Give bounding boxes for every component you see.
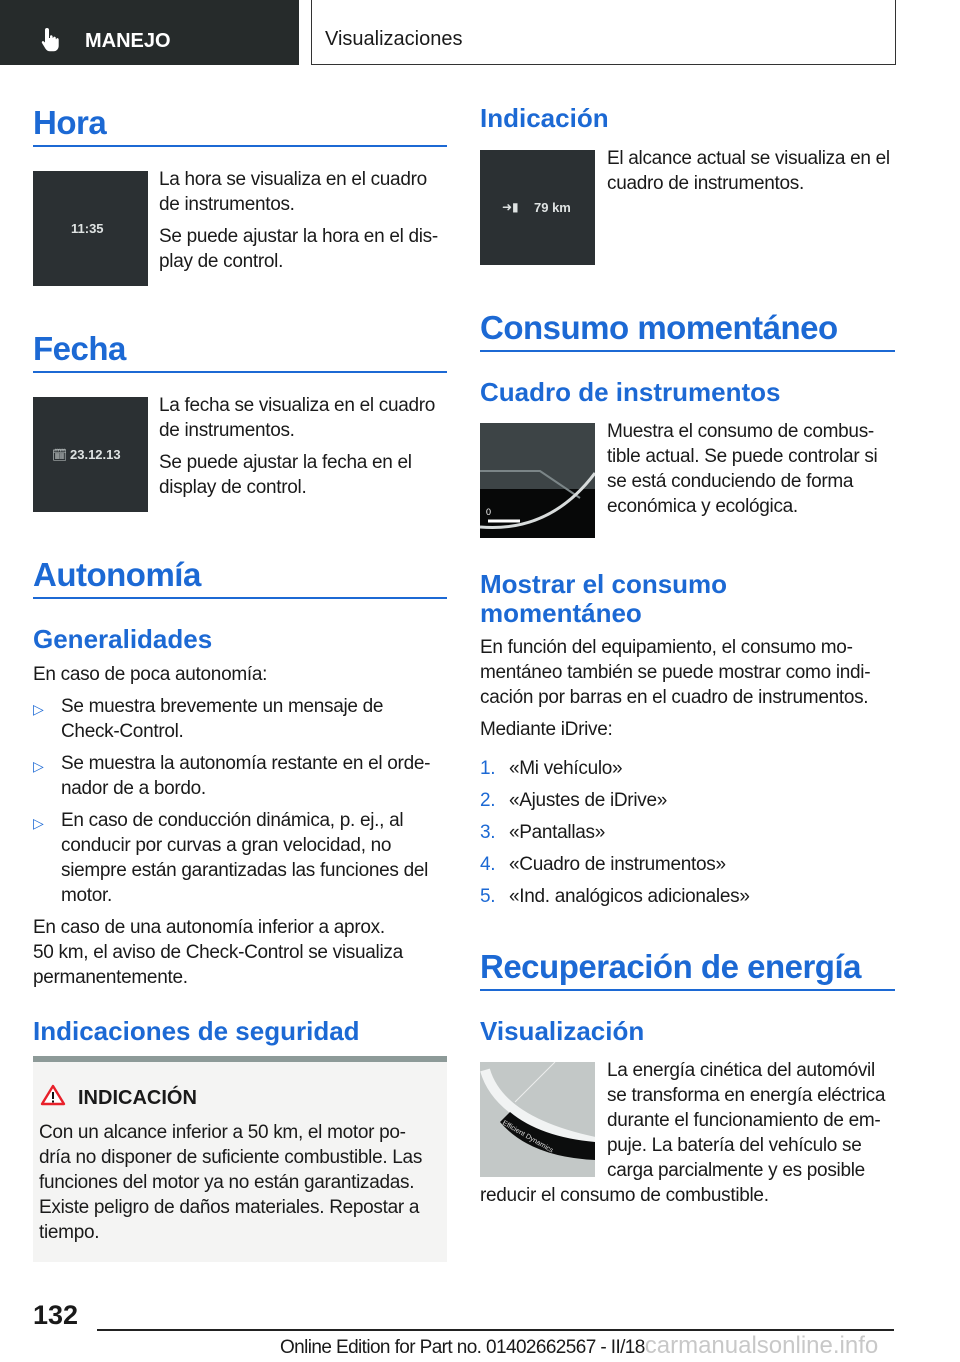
watermark: carmanualsonline.info <box>644 1332 879 1359</box>
text-line: Check-Control. <box>61 721 184 742</box>
cuadro-text <box>607 419 877 519</box>
clock-display-image <box>33 171 148 286</box>
heading-cuadro: Cuadro de instrumentos <box>480 377 781 407</box>
step-item <box>480 820 750 852</box>
footer-divider <box>97 1329 894 1331</box>
heading-recuperacion: Recuperación de energía <box>480 948 861 985</box>
recuperacion-last-line: reducir el consumo de combustible. <box>480 1185 769 1206</box>
step-number: 1. <box>480 758 496 779</box>
text-line: de instrumentos. <box>159 420 295 441</box>
fuel-pump-icon: ➜▮ <box>502 200 519 214</box>
step-text: «Pantallas» <box>509 822 605 843</box>
recuperacion-text <box>607 1058 885 1183</box>
triangle-bullet-icon: ▷ <box>33 701 44 717</box>
chapter-tab <box>0 0 299 65</box>
text-line: permanentemente. <box>33 967 188 988</box>
text-line: La hora se visualiza en el cuadro <box>159 169 427 190</box>
heading-fecha: Fecha <box>33 330 126 367</box>
step-number: 5. <box>480 886 496 907</box>
heading-mostrar-consumo <box>480 570 727 628</box>
text-line: mentáneo también se puede mostrar como indi- <box>480 662 871 683</box>
page-number: 132 <box>33 1300 79 1330</box>
text-line: carga parcialmente y es posible <box>607 1160 865 1181</box>
text-line: Se puede ajustar la fecha en el <box>159 452 412 473</box>
calendar-icon: 🗓︎ <box>52 448 68 462</box>
text-line: 50 km, el aviso de Check-Control se visualiza <box>33 942 403 963</box>
text-line: cuadro de instrumentos. <box>607 173 804 194</box>
heading-seguridad: Indicaciones de seguridad <box>33 1016 360 1046</box>
triangle-bullet-icon: ▷ <box>33 758 44 774</box>
text-line: Mediante iDrive: <box>480 719 613 740</box>
step-number: 4. <box>480 854 496 875</box>
text-line: En caso de conducción dinámica, p. ej., al <box>61 810 404 831</box>
heading-line: momentáneo <box>480 598 642 628</box>
text-line: Se muestra brevemente un mensaje de <box>61 696 384 717</box>
step-item <box>480 884 750 916</box>
hand-pointer-icon <box>40 26 64 54</box>
step-item <box>480 788 750 820</box>
text-line: se transforma en energía eléctrica <box>607 1085 886 1106</box>
text-line: Muestra el consumo de combus- <box>607 421 874 442</box>
text-line: conducir por curvas a gran velocidad, no <box>61 835 392 856</box>
heading-hora: Hora <box>33 104 107 141</box>
chapter-title: MANEJO <box>85 30 171 52</box>
footer-edition <box>280 1332 878 1360</box>
step-item <box>480 756 750 788</box>
energy-recovery-gauge-image <box>480 1062 595 1177</box>
edition-text: Online Edition for Part no. 01402662567 - II/18 <box>280 1337 645 1358</box>
efficient-dynamics-label: Efficient Dynamics <box>501 1119 555 1155</box>
section-tab <box>311 0 896 65</box>
text-line: tiempo. <box>39 1222 100 1243</box>
triangle-bullet-icon: ▷ <box>33 815 44 831</box>
divider <box>33 371 447 373</box>
text-line: En caso de una autonomía inferior a aprox. <box>33 917 385 938</box>
step-number: 3. <box>480 822 496 843</box>
heading-line: Mostrar el consumo <box>480 569 728 599</box>
consumption-gauge-image <box>480 423 595 538</box>
bullet-item <box>33 751 430 801</box>
warning-triangle-icon <box>40 1084 66 1106</box>
text-line: funciones del motor ya no están garantizadas. <box>39 1172 415 1193</box>
fecha-text <box>159 393 435 500</box>
intro-text: En caso de poca autonomía: <box>33 664 268 685</box>
step-text: «Ajustes de iDrive» <box>509 790 667 811</box>
text-line: siempre están garantizadas las funciones del <box>61 860 429 881</box>
text-line: tible actual. Se puede controlar si <box>607 446 878 467</box>
heading-autonomia: Autonomía <box>33 556 201 593</box>
range-display-image <box>480 150 595 265</box>
text-line: nador de a bordo. <box>61 778 206 799</box>
divider <box>33 597 447 599</box>
date-display-image <box>33 397 148 512</box>
text-line: puje. La batería del vehículo se <box>607 1135 862 1156</box>
range-display-text: 79 km <box>534 200 571 215</box>
step-text: «Ind. analógicos adicionales» <box>509 886 750 907</box>
idrive-steps <box>480 756 750 916</box>
bullet-item <box>33 808 428 908</box>
warning-text <box>39 1120 422 1245</box>
indicacion-text <box>607 146 890 196</box>
bullet-item <box>33 694 383 744</box>
heading-generalidades: Generalidades <box>33 624 213 654</box>
text-line: cación por barras en el cuadro de instrumentos. <box>480 687 869 708</box>
text-line: En función del equipamiento, el consumo mo- <box>480 637 853 658</box>
divider <box>480 989 895 991</box>
text-line: display de control. <box>159 477 307 498</box>
text-line: Se puede ajustar la hora en el dis- <box>159 226 438 247</box>
text-line: se está conduciendo de forma <box>607 471 854 492</box>
text-line: El alcance actual se visualiza en el <box>607 148 890 169</box>
text-line: La energía cinética del automóvil <box>607 1060 875 1081</box>
svg-text:0: 0 <box>486 507 492 517</box>
step-number: 2. <box>480 790 496 811</box>
text-line: económica y ecológica. <box>607 496 798 517</box>
heading-indicacion: Indicación <box>480 103 609 133</box>
text-line: Con un alcance inferior a 50 km, el motor po- <box>39 1122 406 1143</box>
text-line: dría no disponer de suficiente combustible. Las <box>39 1147 423 1168</box>
text-line: motor. <box>61 885 112 906</box>
divider <box>480 350 895 352</box>
heading-visualizacion: Visualización <box>480 1016 645 1046</box>
clock-display-text: 11:35 <box>71 221 104 236</box>
step-text: «Mi vehículo» <box>509 758 623 779</box>
date-display-text: 23.12.13 <box>70 447 121 462</box>
warning-title: INDICACIÓN <box>78 1087 197 1109</box>
text-line: play de control. <box>159 251 284 272</box>
text-line: durante el funcionamiento de em- <box>607 1110 881 1131</box>
hora-text <box>159 167 438 274</box>
warning-box <box>33 1056 447 1262</box>
text-line: La fecha se visualiza en el cuadro <box>159 395 436 416</box>
text-line: Se muestra la autonomía restante en el orde- <box>61 753 431 774</box>
section-title: Visualizaciones <box>325 28 463 50</box>
text-line: Existe peligro de daños materiales. Repostar a <box>39 1197 420 1218</box>
divider <box>33 145 447 147</box>
autonomia-paragraph <box>33 915 403 990</box>
text-line: de instrumentos. <box>159 194 295 215</box>
step-text: «Cuadro de instrumentos» <box>509 854 726 875</box>
step-item <box>480 852 750 884</box>
heading-consumo: Consumo momentáneo <box>480 309 838 346</box>
mostrar-paragraph <box>480 635 870 742</box>
